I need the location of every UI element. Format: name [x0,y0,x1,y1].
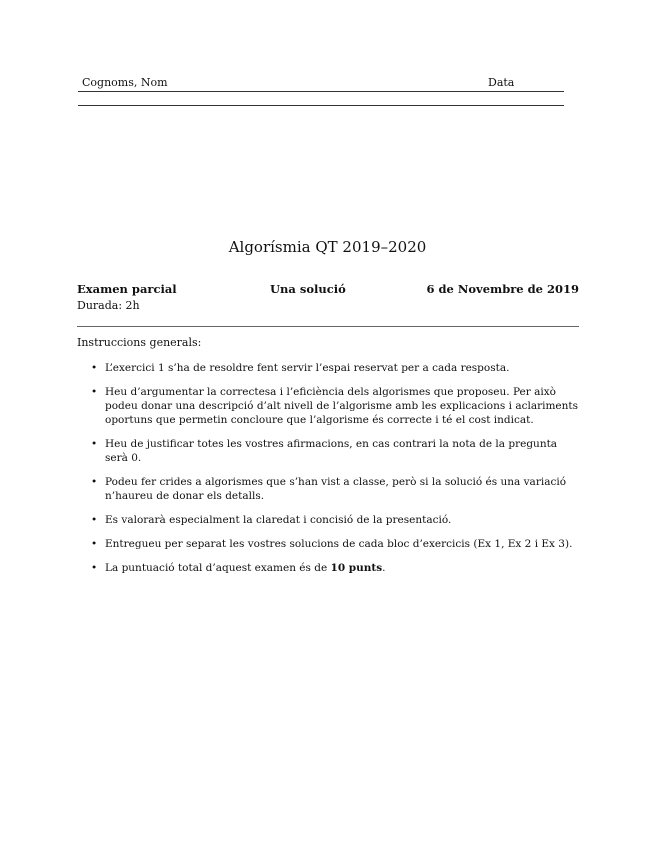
instruction-tail: . [382,562,386,574]
instruction-text: L’exercici 1 s’ha de resoldre fent servir l’espai reservat per a cada resposta. [105,362,510,374]
bullet-icon: • [91,476,98,488]
bullet-icon: • [91,562,98,574]
page-title: Algorísmia QT 2019–2020 [228,238,427,256]
instructions-heading: Instruccions generals: [77,336,202,349]
list-item [77,385,579,427]
instruction-text: Podeu fer crides a algorismes que s’han vist a classe, però si la solució és una variació n’haureu de donar els detalls. [105,476,567,502]
bullet-icon: • [91,538,98,550]
name-label: Cognoms, Nom [82,76,168,89]
total-points: 10 punts [330,562,383,574]
list-item [77,513,579,527]
name-line [78,91,564,92]
student-header [78,76,564,90]
list-item [77,561,579,575]
instructions-list [77,361,579,585]
list-item [77,537,579,551]
exam-duration: Durada: 2h [77,299,140,312]
divider [77,326,579,327]
exam-date: 6 de Novembre de 2019 [426,282,579,296]
list-item [77,475,579,503]
bullet-icon: • [91,514,98,526]
instruction-text: Heu d’argumentar la correctesa i l’eficiència dels algorismes que proposeu. Per això podeu donar una descripció d’alt nivell de l’algorisme amb les explicacions i aclariments oportuns que permetin concloure que l’algorisme és correcte i té el cost indicat. [105,386,578,426]
instruction-text: Es valorarà especialment la claredat i concisió de la presentació. [105,514,452,526]
instruction-text: Heu de justificar totes les vostres afirmacions, en cas contrari la nota de la pregunta serà 0. [105,438,558,464]
list-item [77,437,579,465]
instruction-text: La puntuació total d’aquest examen és de [105,562,331,574]
instruction-text: Entregueu per separat les vostres solucions de cada bloc d’exercicis (Ex 1, Ex 2 i Ex 3). [105,538,573,550]
bullet-icon: • [91,438,98,450]
bullet-icon: • [91,386,98,398]
date-label: Data [488,76,515,89]
list-item [77,361,579,375]
blank-line [78,105,564,106]
exam-type: Examen parcial [77,282,177,296]
bullet-icon: • [91,362,98,374]
solution-label: Una solució [270,282,346,296]
